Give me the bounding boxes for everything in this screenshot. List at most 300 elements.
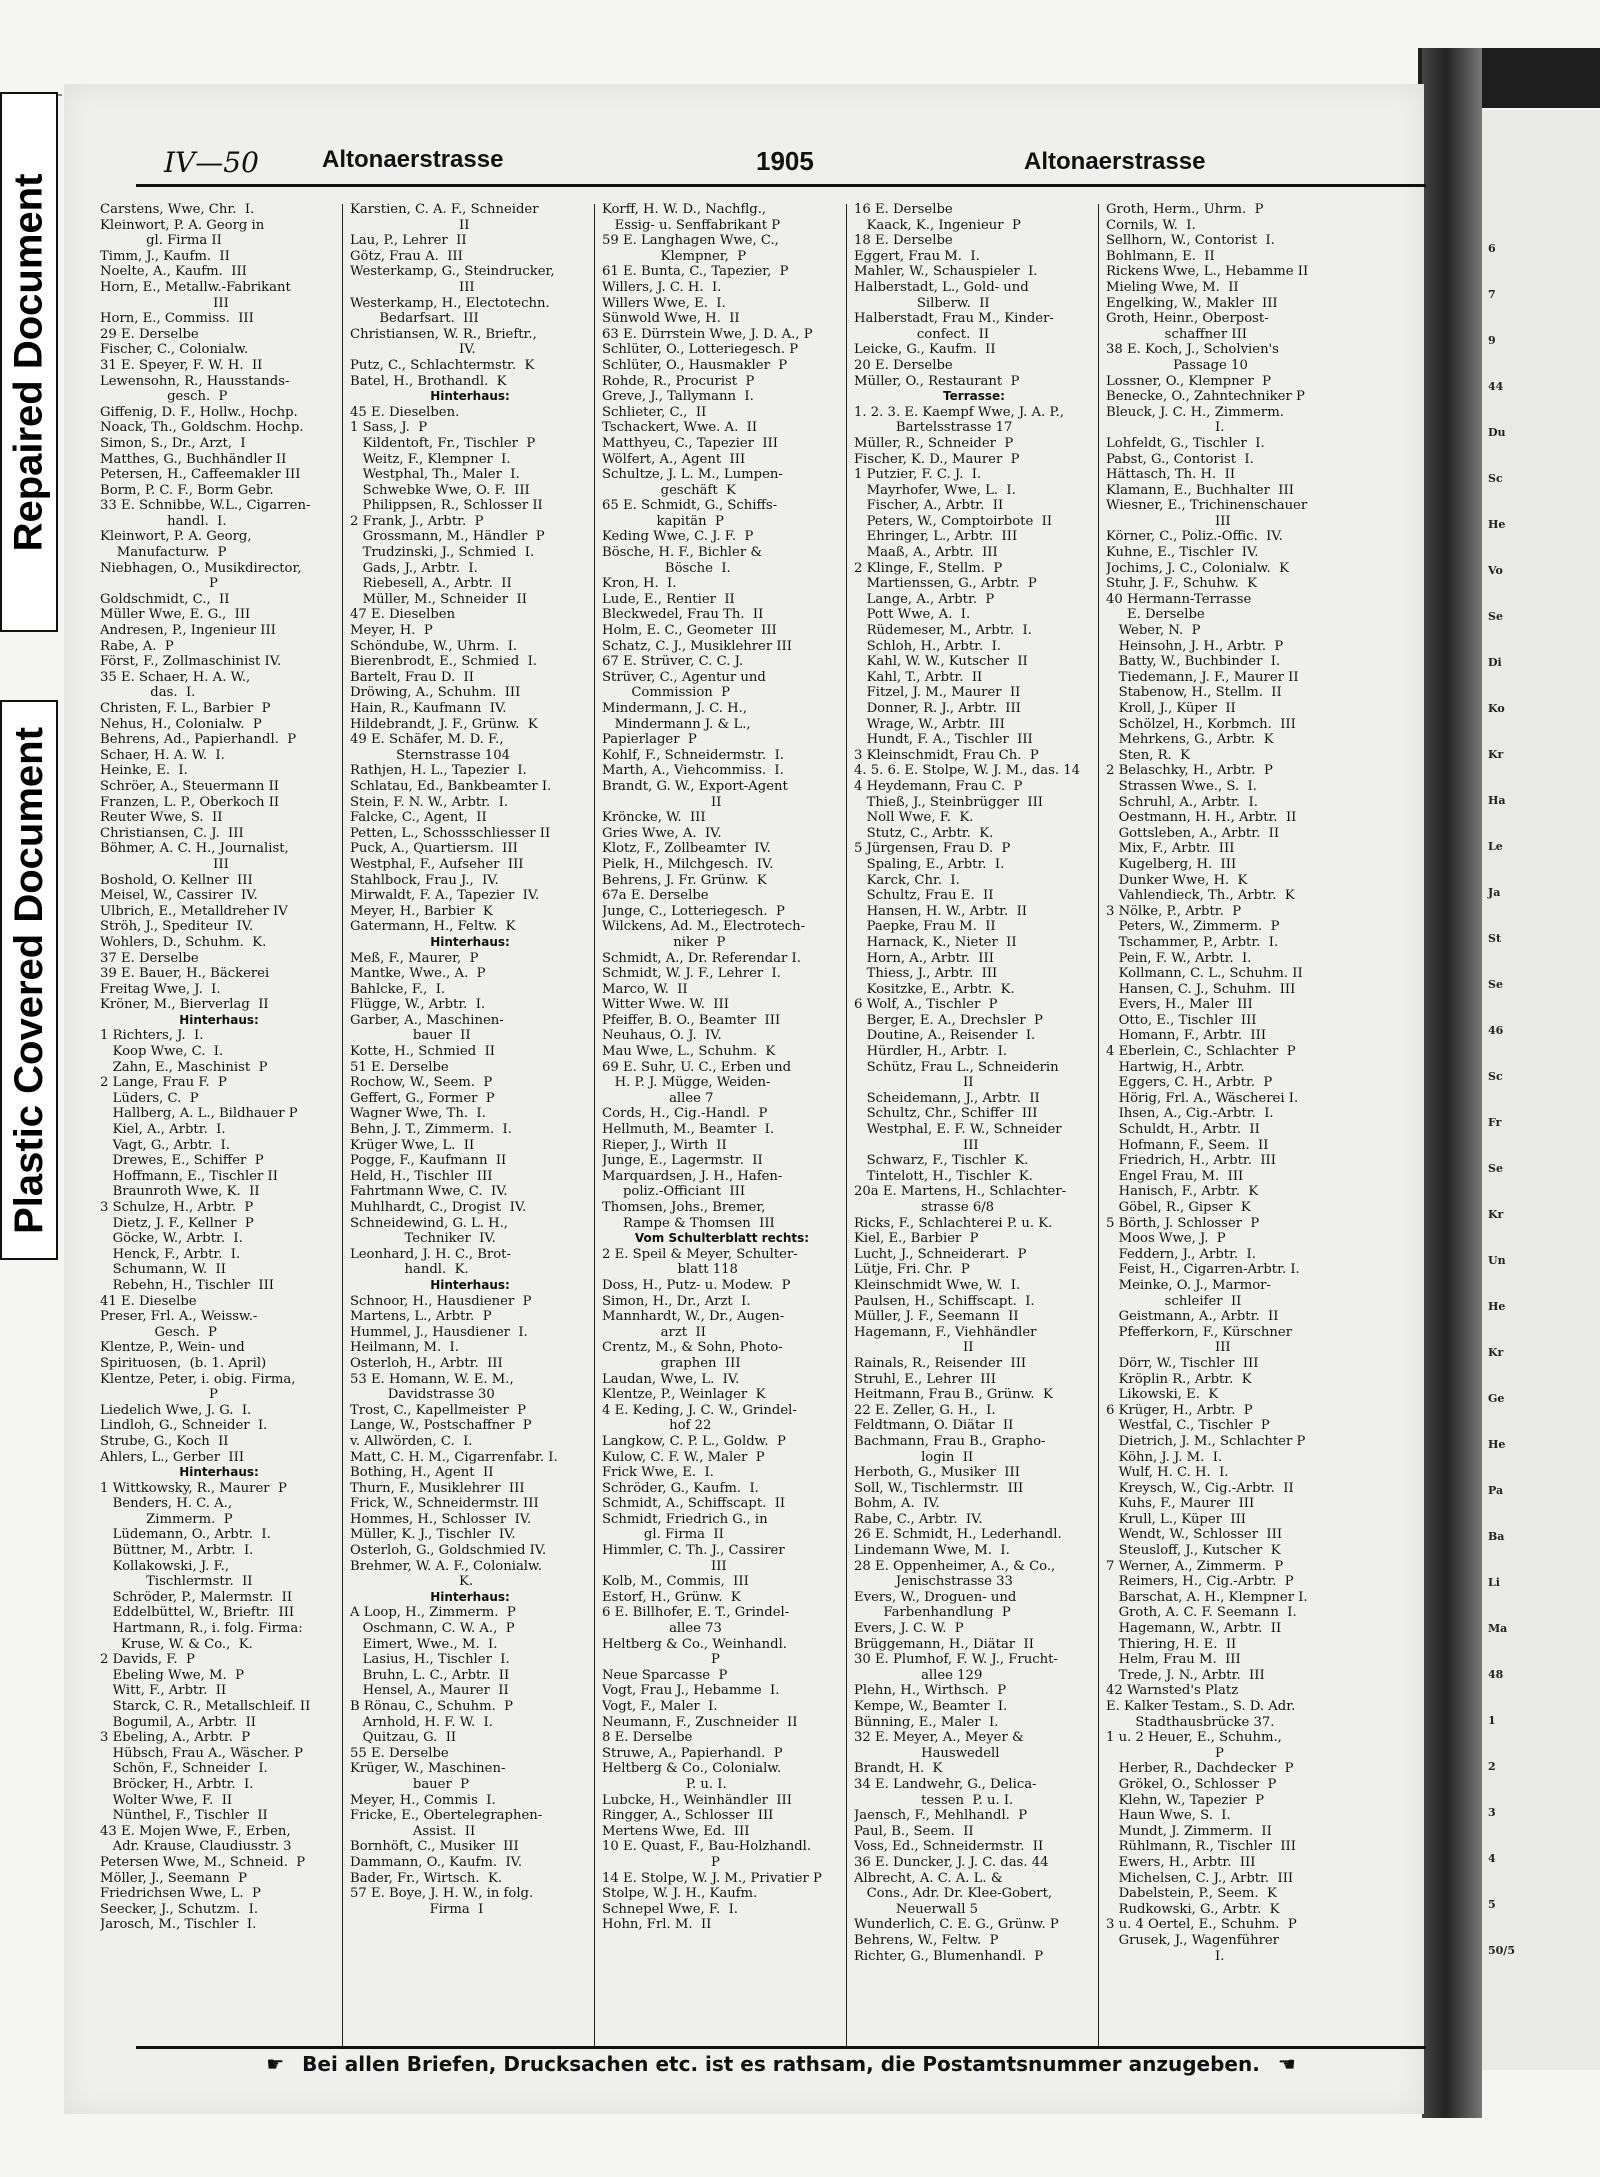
directory-entry: II bbox=[854, 1075, 974, 1091]
directory-entry: Matt, C. H. M., Cigarrenfabr. I. bbox=[350, 1449, 558, 1465]
directory-entry: Adr. Krause, Claudiusstr. 3 bbox=[100, 1839, 292, 1855]
directory-entry: Carstens, Wwe, Chr. I. bbox=[100, 202, 255, 217]
directory-entry: Cords, H., Cig.-Handl. P bbox=[602, 1106, 768, 1122]
directory-entry: Mindermann, J. C. H., bbox=[602, 701, 748, 716]
directory-entry: 34 E. Landwehr, G., Delica- bbox=[854, 1776, 1037, 1792]
directory-entry: Seecker, J., Schutzm. I. bbox=[100, 1901, 259, 1917]
directory-entry: Essig- u. Senffabrikant P bbox=[602, 217, 781, 233]
directory-entry: 67 E. Strüver, C. C. J. bbox=[602, 654, 744, 670]
directory-entry: Tintelott, H., Tischler K. bbox=[854, 1168, 1033, 1184]
adjacent-page-text: Ge bbox=[1488, 1392, 1505, 1405]
directory-entry: Hoffmann, E., Tischler II bbox=[100, 1168, 278, 1184]
directory-entry: Hain, R., Kaufmann IV. bbox=[350, 701, 507, 716]
directory-entry: Schmidt, A., Schiffscapt. II bbox=[602, 1496, 786, 1512]
plastic-covered-label bbox=[0, 700, 58, 1260]
directory-entry: Fischer, A., Arbtr. II bbox=[854, 498, 1004, 514]
directory-entry: Schultze, J. L. M., Lumpen- bbox=[602, 467, 783, 483]
directory-entry: Stein, F. N. W., Arbtr. I. bbox=[350, 794, 509, 810]
directory-entry: Silberw. II bbox=[854, 295, 990, 311]
directory-entry: poliz.-Officiant III bbox=[602, 1184, 746, 1200]
directory-entry: Bader, Fr., Wirtsch. K. bbox=[350, 1870, 503, 1886]
directory-entry: Vogt, Frau J., Hebamme I. bbox=[602, 1683, 780, 1699]
adjacent-page-text: 5 bbox=[1488, 1898, 1496, 1911]
directory-entry: P bbox=[1106, 1745, 1224, 1761]
directory-entry: Spirituosen, (b. 1. April) bbox=[100, 1355, 267, 1371]
directory-entry: 22 E. Zeller, G. H., I. bbox=[854, 1402, 996, 1418]
directory-entry: Ströh, J., Spediteur IV. bbox=[100, 919, 254, 935]
directory-entry: gesch. P bbox=[100, 389, 228, 405]
directory-entry: 29 E. Derselbe bbox=[100, 326, 199, 342]
column-divider bbox=[1098, 204, 1099, 2049]
directory-entry: Heitmann, Frau B., Grünw. K bbox=[854, 1387, 1053, 1403]
directory-entry: Ihsen, A., Cig.-Arbtr. I. bbox=[1106, 1106, 1274, 1122]
directory-entry: 4 E. Keding, J. C. W., Grindel- bbox=[602, 1402, 797, 1418]
directory-entry: Zimmerm. P bbox=[100, 1511, 233, 1527]
directory-entry: Müller, K. J., Tischler IV. bbox=[350, 1527, 516, 1543]
directory-entry: Leicke, G., Kaufm. II bbox=[854, 342, 996, 358]
directory-entry: Simon, H., Dr., Arzt I. bbox=[602, 1293, 751, 1309]
directory-entry: Fischer, K. D., Maurer P bbox=[854, 451, 1020, 467]
directory-entry: Petersen, H., Caffeemakler III bbox=[100, 467, 301, 483]
directory-entry: Kohlf, F., Schneidermstr. I. bbox=[602, 747, 784, 763]
directory-entry: Rühlmann, R., Tischler III bbox=[1106, 1839, 1296, 1855]
directory-entry: Eimert, Wwe., M. I. bbox=[350, 1636, 498, 1652]
directory-entry: Neuerwall 5 bbox=[854, 1901, 979, 1917]
directory-entry: Ricks, F., Schlachterei P. u. K. bbox=[854, 1215, 1053, 1231]
directory-entry: Kuhs, F., Maurer III bbox=[1106, 1496, 1255, 1512]
directory-entry: Christiansen, C. J. III bbox=[100, 825, 244, 841]
adjacent-page-text: Sc bbox=[1488, 472, 1503, 485]
directory-entry: Thiering, H. E. II bbox=[1106, 1636, 1237, 1652]
directory-entry: Lütje, Fri. Chr. P bbox=[854, 1262, 970, 1278]
directory-entry: Bruhn, L. C., Arbtr. II bbox=[350, 1667, 510, 1683]
directory-entry: Hübsch, Frau A., Wäscher. P bbox=[100, 1745, 303, 1761]
directory-entry: 3 Ebeling, A., Arbtr. P bbox=[100, 1730, 251, 1746]
directory-entry: Kiel, E., Barbier P bbox=[854, 1231, 979, 1247]
directory-entry: Oestmann, H. H., Arbtr. II bbox=[1106, 810, 1297, 826]
directory-entry: Witter Wwe. W. III bbox=[602, 997, 729, 1013]
directory-entry: I. bbox=[1106, 420, 1225, 436]
directory-entry: Pott Wwe, A. I. bbox=[854, 607, 971, 623]
directory-entry: Meß, F., Maurer, P bbox=[350, 950, 479, 966]
directory-entry: Simon, S., Dr., Arzt, I bbox=[100, 435, 246, 451]
directory-entry: Homann, F., Arbtr. III bbox=[1106, 1028, 1267, 1044]
directory-entry: Reimers, H., Cig.-Arbtr. P bbox=[1106, 1574, 1294, 1590]
directory-entry: Rieper, J., Wirth II bbox=[602, 1137, 727, 1153]
directory-entry: Weber, N. P bbox=[1106, 623, 1201, 639]
directory-entry: Laudan, Wwe, L. IV. bbox=[602, 1371, 740, 1387]
directory-entry: Plehn, H., Wirthsch. P bbox=[854, 1683, 1007, 1699]
directory-entry: 47 E. Dieselben bbox=[350, 607, 456, 623]
adjacent-page-text: He bbox=[1488, 1438, 1506, 1451]
directory-entry: Först, F., Zollmaschinist IV. bbox=[100, 654, 282, 670]
directory-entry: Lange, A., Arbtr. P bbox=[854, 591, 995, 607]
directory-entry: Schröder, G., Kaufm. I. bbox=[602, 1480, 759, 1496]
directory-entry: Marth, A., Viehcommiss. I. bbox=[602, 763, 784, 779]
directory-entry: Feldtmann, O. Diätar II bbox=[854, 1418, 1014, 1434]
directory-entry: 59 E. Langhagen Wwe, C., bbox=[602, 233, 779, 249]
directory-entry: Behrens, W., Feltw. P bbox=[854, 1932, 999, 1948]
directory-entry: II bbox=[854, 1340, 974, 1356]
directory-entry: Meisel, W., Cassirer IV. bbox=[100, 888, 258, 904]
directory-entry: 14 E. Stolpe, W. J. M., Privatier P bbox=[602, 1870, 822, 1886]
directory-entry: Timm, J., Kaufm. II bbox=[100, 248, 230, 264]
directory-entry: Schloh, H., Arbtr. I. bbox=[854, 638, 1001, 654]
directory-entry: Pielk, H., Milchgesch. IV. bbox=[602, 856, 774, 872]
directory-entry: P bbox=[602, 1854, 720, 1870]
pointing-hand-icon: ☛ bbox=[266, 2052, 285, 2076]
directory-entry: Bierenbrodt, E., Schmied I. bbox=[350, 654, 537, 670]
directory-entry: 16 E. Derselbe bbox=[854, 202, 953, 217]
directory-entry: Zahn, E., Maschinist P bbox=[100, 1059, 268, 1075]
directory-entry: Friedrichsen Wwe, L. P bbox=[100, 1886, 261, 1902]
directory-entry: 3 Nölke, P., Arbtr. P bbox=[1106, 903, 1242, 919]
directory-entry: Estorf, H., Grünw. K bbox=[602, 1589, 741, 1605]
directory-entry: Kollakowski, J. F., bbox=[100, 1558, 230, 1574]
directory-entry: Martens, L., Arbtr. P bbox=[350, 1309, 492, 1325]
directory-entry: Ewers, H., Arbtr. III bbox=[1106, 1854, 1256, 1870]
directory-entry: Schröer, A., Steuermann II bbox=[100, 778, 280, 794]
directory-entry: Grusek, J., Wagenführer bbox=[1106, 1932, 1279, 1948]
directory-entry: Lubcke, H., Weinhändler III bbox=[602, 1792, 792, 1808]
directory-entry: Pein, F. W., Arbtr. I. bbox=[1106, 950, 1252, 966]
directory-entry: 4. 5. 6. E. Stolpe, W. J. M., das. 14 bbox=[854, 763, 1081, 779]
section-heading: Hinterhaus: bbox=[430, 1277, 510, 1292]
directory-entry: Goldschmidt, C., II bbox=[100, 591, 230, 607]
directory-entry: Möller, J., Seemann P bbox=[100, 1870, 248, 1886]
directory-entry: I. bbox=[1106, 1948, 1225, 1964]
adjacent-page-text: Pa bbox=[1488, 1484, 1504, 1497]
directory-entry: Hellmuth, M., Beamter I. bbox=[602, 1122, 775, 1138]
directory-entry: Groth, Herm., Uhrm. P bbox=[1106, 202, 1264, 217]
directory-entry: Kreysch, W., Cig.-Arbtr. II bbox=[1106, 1480, 1294, 1496]
directory-entry: schleifer II bbox=[1106, 1293, 1242, 1309]
directory-entry: Junge, C., Lotteriegesch. P bbox=[602, 903, 785, 919]
directory-entry: Vahlendieck, Th., Arbtr. K bbox=[1106, 888, 1295, 904]
directory-entry: Bösche I. bbox=[602, 560, 731, 576]
directory-entry: Quitzau, G. II bbox=[350, 1730, 457, 1746]
directory-entry: 53 E. Homann, W. E. M., bbox=[350, 1371, 514, 1387]
directory-entry: 1 Putzier, F. C. J. I. bbox=[854, 467, 982, 483]
directory-entry: Osterloh, H., Arbtr. III bbox=[350, 1355, 503, 1371]
directory-entry: Kleinschmidt Wwe, W. I. bbox=[854, 1277, 1021, 1293]
directory-entry: Stabenow, H., Stellm. II bbox=[1106, 685, 1282, 701]
page-header bbox=[64, 140, 1424, 180]
section-heading: Vom Schulterblatt rechts: bbox=[634, 1231, 810, 1246]
pointing-hand-icon: ☚ bbox=[1277, 2052, 1296, 2076]
directory-entry: 69 E. Suhr, U. C., Erben und bbox=[602, 1059, 792, 1075]
directory-entry: 7 Werner, A., Zimmerm. P bbox=[1106, 1558, 1284, 1574]
directory-entry: Kron, H. I. bbox=[602, 576, 677, 592]
directory-entry: Klotz, F., Zollbeamter IV. bbox=[602, 841, 771, 857]
directory-entry: 3 u. 4 Oertel, E., Schuhm. P bbox=[1106, 1917, 1297, 1933]
directory-entry: Thiess, J., Arbtr. III bbox=[854, 966, 998, 982]
directory-entry: Ehringer, L., Arbtr. III bbox=[854, 529, 1018, 545]
directory-entry: Kulow, C. F. W., Maler P bbox=[602, 1449, 765, 1465]
directory-entry: Scheidemann, J., Arbtr. II bbox=[854, 1090, 1040, 1106]
directory-entry: Trede, J. N., Arbtr. III bbox=[1106, 1667, 1265, 1683]
directory-entry: Tschammer, P., Arbtr. I. bbox=[1106, 934, 1279, 950]
directory-entry: Marquardsen, J. H., Hafen- bbox=[602, 1168, 783, 1184]
directory-entry: Klamann, E., Buchhalter III bbox=[1106, 482, 1294, 498]
directory-entry: Gottsleben, A., Arbtr. II bbox=[1106, 825, 1280, 841]
directory-entry: Schwarz, F., Tischler K. bbox=[854, 1153, 1029, 1169]
directory-entry: Bohlmann, E. II bbox=[1106, 248, 1215, 264]
directory-entry: Rampe & Thomsen III bbox=[602, 1215, 775, 1231]
directory-entry: Bachmann, Frau B., Grapho- bbox=[854, 1433, 1046, 1449]
directory-entry: Hundt, F. A., Tischler III bbox=[854, 732, 1033, 748]
directory-entry: Westphal, E. F. W., Schneider bbox=[854, 1122, 1062, 1138]
directory-entry: Neumann, F., Zuschneider II bbox=[602, 1714, 798, 1730]
directory-entry: 20a E. Martens, H., Schlachter- bbox=[854, 1184, 1067, 1200]
directory-entry: 2 Belaschky, H., Arbtr. P bbox=[1106, 763, 1273, 779]
directory-entry: Groth, Heinr., Oberpost- bbox=[1106, 311, 1269, 327]
directory-entry: Batel, H., Brothandl. K bbox=[350, 373, 507, 389]
directory-entry: 1. 2. 3. E. Kaempf Wwe, J. A. P., bbox=[854, 404, 1065, 420]
directory-entry: Hummel, J., Hausdiener I. bbox=[350, 1324, 528, 1340]
directory-entry: 1 Wittkowsky, R., Maurer P bbox=[100, 1480, 287, 1496]
directory-entry: Reuter Wwe, S. II bbox=[100, 810, 223, 826]
directory-entry: Krull, L., Küper III bbox=[1106, 1511, 1246, 1527]
directory-entry: Richter, G., Blumenhandl. P bbox=[854, 1948, 1044, 1964]
directory-entry: bauer II bbox=[350, 1028, 471, 1044]
directory-entry: 26 E. Schmidt, H., Lederhandl. bbox=[854, 1527, 1062, 1543]
directory-entry: Batty, W., Buchbinder I. bbox=[1106, 654, 1281, 670]
directory-entry: 32 E. Meyer, A., Meyer & bbox=[854, 1730, 1024, 1746]
directory-entry: Müller, R., Schneider P bbox=[854, 435, 1014, 451]
directory-entry: Lüdemann, O., Arbtr. I. bbox=[100, 1527, 271, 1543]
directory-entry: Sünwold Wwe, H. II bbox=[602, 311, 740, 327]
directory-entry: Hättasch, Th. H. II bbox=[1106, 467, 1236, 483]
directory-entry: 35 E. Schaer, H. A. W., bbox=[100, 669, 251, 685]
directory-entry: Assist. II bbox=[350, 1823, 476, 1839]
adjacent-page-text: 48 bbox=[1488, 1668, 1504, 1681]
directory-entry: Michelsen, C. J., Arbtr. III bbox=[1106, 1870, 1294, 1886]
directory-entry: Lasius, H., Tischler I. bbox=[350, 1652, 510, 1668]
directory-entry: Flügge, W., Arbtr. I. bbox=[350, 997, 486, 1013]
directory-entry: Hartwig, H., Arbtr. bbox=[1106, 1059, 1245, 1075]
directory-entry: Evers, J. C. W. P bbox=[854, 1621, 964, 1637]
directory-entry: Berger, E. A., Drechsler P bbox=[854, 1012, 1043, 1028]
directory-entry: II bbox=[350, 217, 470, 233]
directory-entry: K. bbox=[350, 1574, 474, 1590]
directory-entry: Brandt, G. W., Export-Agent bbox=[602, 778, 788, 794]
directory-entry: Cornils, W. I. bbox=[1106, 217, 1196, 233]
directory-entry: Mahler, W., Schauspieler I. bbox=[854, 264, 1038, 280]
directory-entry: Heilmann, M. I. bbox=[350, 1340, 459, 1356]
directory-entry: blatt 118 bbox=[602, 1262, 738, 1278]
directory-entry: Ahlers, L., Gerber III bbox=[100, 1449, 245, 1465]
directory-entry: Hauswedell bbox=[854, 1745, 1000, 1761]
directory-entry: Halberstadt, Frau M., Kinder- bbox=[854, 311, 1054, 327]
directory-entry: Rochow, W., Seem. P bbox=[350, 1075, 493, 1091]
directory-entry: Niebhagen, O., Musikdirector, bbox=[100, 560, 302, 576]
directory-entry: Schaer, H. A. W. I. bbox=[100, 747, 225, 763]
directory-entry: Frick Wwe, E. I. bbox=[602, 1465, 714, 1481]
directory-entry: Schnoor, H., Hausdiener P bbox=[350, 1293, 532, 1309]
directory-entry: Büttner, M., Arbtr. I. bbox=[100, 1543, 254, 1559]
directory-entry: Westfal, C., Tischler P bbox=[1106, 1418, 1270, 1434]
directory-entry: 57 E. Boye, J. H. W., in folg. bbox=[350, 1886, 534, 1902]
directory-entry: Köhn, J. J. M. I. bbox=[1106, 1449, 1223, 1465]
section-heading: Hinterhaus: bbox=[430, 1589, 510, 1604]
directory-entry: Tischlermstr. II bbox=[100, 1574, 253, 1590]
directory-entry: Ebeling Wwe, M. P bbox=[100, 1667, 244, 1683]
directory-entry: Jenischstrasse 33 bbox=[854, 1574, 1013, 1590]
directory-entry: login II bbox=[854, 1449, 974, 1465]
directory-entry: Witt, F., Arbtr. II bbox=[100, 1683, 227, 1699]
directory-entry: Rabe, C., Arbtr. IV. bbox=[854, 1511, 983, 1527]
scanner-frame-right bbox=[1422, 48, 1482, 2118]
directory-entry: Heltberg & Co., Colonialw. bbox=[602, 1761, 782, 1777]
adjacent-page-text: Du bbox=[1488, 426, 1506, 439]
directory-entry: Manufacturw. P bbox=[100, 545, 227, 561]
directory-entry: gl. Firma II bbox=[100, 233, 222, 249]
adjacent-page-text: Kr bbox=[1488, 1346, 1504, 1359]
directory-entry: Soll, W., Tischlermstr. III bbox=[854, 1480, 1024, 1496]
directory-entry: Kahl, W. W., Kutscher II bbox=[854, 654, 1028, 670]
directory-entry: Meyer, H. P bbox=[350, 623, 433, 639]
directory-entry: 36 E. Duncker, J. J. C. das. 44 bbox=[854, 1854, 1049, 1870]
directory-entry: Kröncke, W. III bbox=[602, 810, 706, 826]
plastic-covered-text: Plastic Covered Document bbox=[6, 726, 51, 1234]
directory-entry: Trost, C., Kapellmeister P bbox=[350, 1402, 527, 1418]
directory-entry: Schröder, P., Malermstr. II bbox=[100, 1589, 293, 1605]
directory-entry: Noelte, A., Kaufm. III bbox=[100, 264, 247, 280]
directory-entry: Meinke, O. J., Marmor- bbox=[1106, 1277, 1271, 1293]
directory-entry: Braunroth Wwe, K. II bbox=[100, 1184, 260, 1200]
directory-entry: Willers Wwe, E. I. bbox=[602, 295, 726, 311]
footer-text: Bei allen Briefen, Drucksachen etc. ist es rathsam, die Postamtsnummer anzugeben. bbox=[302, 2052, 1260, 2076]
directory-entry: Dabelstein, P., Seem. K bbox=[1106, 1886, 1277, 1902]
directory-entry: 55 E. Derselbe bbox=[350, 1745, 449, 1761]
directory-entry: 30 E. Plumhof, F. W. J., Frucht- bbox=[854, 1652, 1058, 1668]
section-heading: Terrasse: bbox=[943, 389, 1005, 404]
directory-entry: Mindermann J. & L., bbox=[602, 716, 751, 732]
directory-entry: Kolb, M., Commis, III bbox=[602, 1574, 749, 1590]
directory-entry: Schöndube, W., Uhrm. I. bbox=[350, 638, 518, 654]
directory-entry: Puck, A., Quartiersm. III bbox=[350, 841, 518, 857]
directory-entry: Evers, W., Droguen- und bbox=[854, 1589, 1017, 1605]
directory-entry: 20 E. Derselbe bbox=[854, 357, 953, 373]
directory-entry: Stahlbock, Frau J., IV. bbox=[350, 872, 499, 888]
directory-entry: Groth, A. C. F. Seemann I. bbox=[1106, 1605, 1297, 1621]
directory-entry: III bbox=[854, 1137, 979, 1153]
directory-entry: 37 E. Derselbe bbox=[100, 950, 199, 966]
directory-entry: Westphal, Th., Maler I. bbox=[350, 467, 520, 483]
directory-entry: Schultz, Frau E. II bbox=[854, 888, 994, 904]
directory-entry: Engel Frau, M. III bbox=[1106, 1168, 1244, 1184]
directory-entry: niker P bbox=[602, 934, 726, 950]
directory-entry: Steusloff, J., Kutscher K bbox=[1106, 1543, 1281, 1559]
directory-entry: Behn, J. T., Zimmerm. I. bbox=[350, 1122, 512, 1138]
directory-entry: Bahlcke, F., I. bbox=[350, 981, 446, 997]
directory-entry: Bösche, H. F., Bichler & bbox=[602, 545, 763, 561]
adjacent-page-text: Se bbox=[1488, 1162, 1503, 1175]
street-title-left: Altonaerstrasse bbox=[322, 146, 504, 173]
directory-entry: Paepke, Frau M. II bbox=[854, 919, 996, 935]
column-1 bbox=[100, 202, 338, 2042]
directory-entry: Hanisch, F., Arbtr. K bbox=[1106, 1184, 1259, 1200]
directory-entry: 41 E. Dieselbe bbox=[100, 1293, 197, 1309]
directory-entry: Halberstadt, L., Gold- und bbox=[854, 279, 1029, 295]
directory-entry: Hildebrandt, J. F., Grünw. K bbox=[350, 716, 538, 732]
directory-entry: Otto, E., Tischler III bbox=[1106, 1012, 1257, 1028]
directory-entry: 31 E. Speyer, F. W. H. II bbox=[100, 357, 263, 373]
directory-entry: Horn, A., Arbtr. III bbox=[854, 950, 994, 966]
directory-entry: Schölzel, H., Korbmch. III bbox=[1106, 716, 1296, 732]
directory-entry: Wiesner, E., Trichinenschauer bbox=[1106, 498, 1308, 514]
directory-entry: Krüger Wwe, L. II bbox=[350, 1137, 475, 1153]
directory-entry: Stutz, C., Arbtr. K. bbox=[854, 825, 994, 841]
column-divider bbox=[846, 204, 847, 2049]
directory-entry: Klentze, P., Wein- und bbox=[100, 1340, 245, 1356]
directory-entry: hof 22 bbox=[602, 1418, 712, 1434]
directory-entry: Petersen Wwe, M., Schneid. P bbox=[100, 1854, 306, 1870]
adjacent-page-text: Fr bbox=[1488, 1116, 1502, 1129]
directory-entry: Mantke, Wwe., A. P bbox=[350, 966, 486, 982]
directory-entry: Gesch. P bbox=[100, 1324, 217, 1340]
directory-entry: Mannhardt, W., Dr., Augen- bbox=[602, 1309, 785, 1325]
directory-entry: Kuhne, E., Tischler IV. bbox=[1106, 545, 1259, 561]
directory-entry: Schlüter, O., Lotteriegesch. P bbox=[602, 342, 799, 358]
directory-entry: 67a E. Derselbe bbox=[602, 888, 709, 904]
directory-entry: Peters, W., Zimmerm. P bbox=[1106, 919, 1280, 935]
directory-entry: Bartelt, Frau D. II bbox=[350, 669, 474, 685]
directory-entry: III bbox=[100, 856, 229, 872]
directory-entry: Pfeiffer, B. O., Beamter III bbox=[602, 1012, 781, 1028]
directory-entry: Wagner Wwe, Th. I. bbox=[350, 1106, 486, 1122]
directory-entry: Korff, H. W. D., Nachflg., bbox=[602, 202, 767, 217]
directory-entry: Bogumil, A., Arbtr. II bbox=[100, 1714, 256, 1730]
directory-entry: Benders, H. C. A., bbox=[100, 1496, 233, 1512]
directory-entry: confect. II bbox=[854, 326, 990, 342]
directory-entry: Schön, F., Schneider I. bbox=[100, 1761, 268, 1777]
directory-entry: Willers, J. C. H. I. bbox=[602, 279, 722, 295]
adjacent-page-text: He bbox=[1488, 1300, 1506, 1313]
directory-entry: 5 Börth, J. Schlosser P bbox=[1106, 1215, 1260, 1231]
directory-entry: Schmidt, W. J. F., Lehrer I. bbox=[602, 966, 781, 982]
directory-entry: Kildentoft, Fr., Tischler P bbox=[350, 435, 536, 451]
directory-entry: 2 Lange, Frau F. P bbox=[100, 1075, 227, 1091]
directory-entry: Boshold, O. Kellner III bbox=[100, 872, 253, 888]
directory-entry: Meyer, H., Commis I. bbox=[350, 1792, 496, 1808]
directory-entry: Evers, H., Maler III bbox=[1106, 997, 1253, 1013]
adjacent-page-text: Vo bbox=[1488, 564, 1503, 577]
directory-entry: Götz, Frau A. III bbox=[350, 248, 463, 264]
directory-entry: III bbox=[100, 295, 229, 311]
directory-entry: Klehn, W., Tapezier P bbox=[1106, 1792, 1265, 1808]
directory-entry: Lewensohn, R., Hausstands- bbox=[100, 373, 290, 389]
directory-entry: Meyer, H., Barbier K bbox=[350, 903, 493, 919]
directory-entry: Trudzinski, J., Schmied I. bbox=[350, 545, 535, 561]
year: 1905 bbox=[756, 146, 814, 176]
directory-entry: Freitag Wwe, J. I. bbox=[100, 981, 221, 997]
directory-entry: Jarosch, M., Tischler I. bbox=[100, 1917, 257, 1933]
directory-entry: Petten, L., Schossschliesser II bbox=[350, 825, 551, 841]
directory-entry: Müller, M., Schneider II bbox=[350, 591, 527, 607]
directory-entry: Strube, G., Koch II bbox=[100, 1433, 229, 1449]
directory-entry: H. P. J. Mügge, Weiden- bbox=[602, 1075, 771, 1091]
adjacent-page-text: Ma bbox=[1488, 1622, 1508, 1635]
directory-entry: Herber, R., Dachdecker P bbox=[1106, 1761, 1294, 1777]
directory-entry: Dunker Wwe, H. K bbox=[1106, 872, 1248, 888]
column-2 bbox=[350, 202, 590, 2042]
adjacent-page-text: Kr bbox=[1488, 748, 1504, 761]
directory-entry: Himmler, C. Th. J., Cassirer bbox=[602, 1543, 785, 1559]
directory-entry: Jaensch, F., Mehlhandl. P bbox=[854, 1808, 1028, 1824]
directory-entry: Westphal, F., Aufseher III bbox=[350, 856, 524, 872]
